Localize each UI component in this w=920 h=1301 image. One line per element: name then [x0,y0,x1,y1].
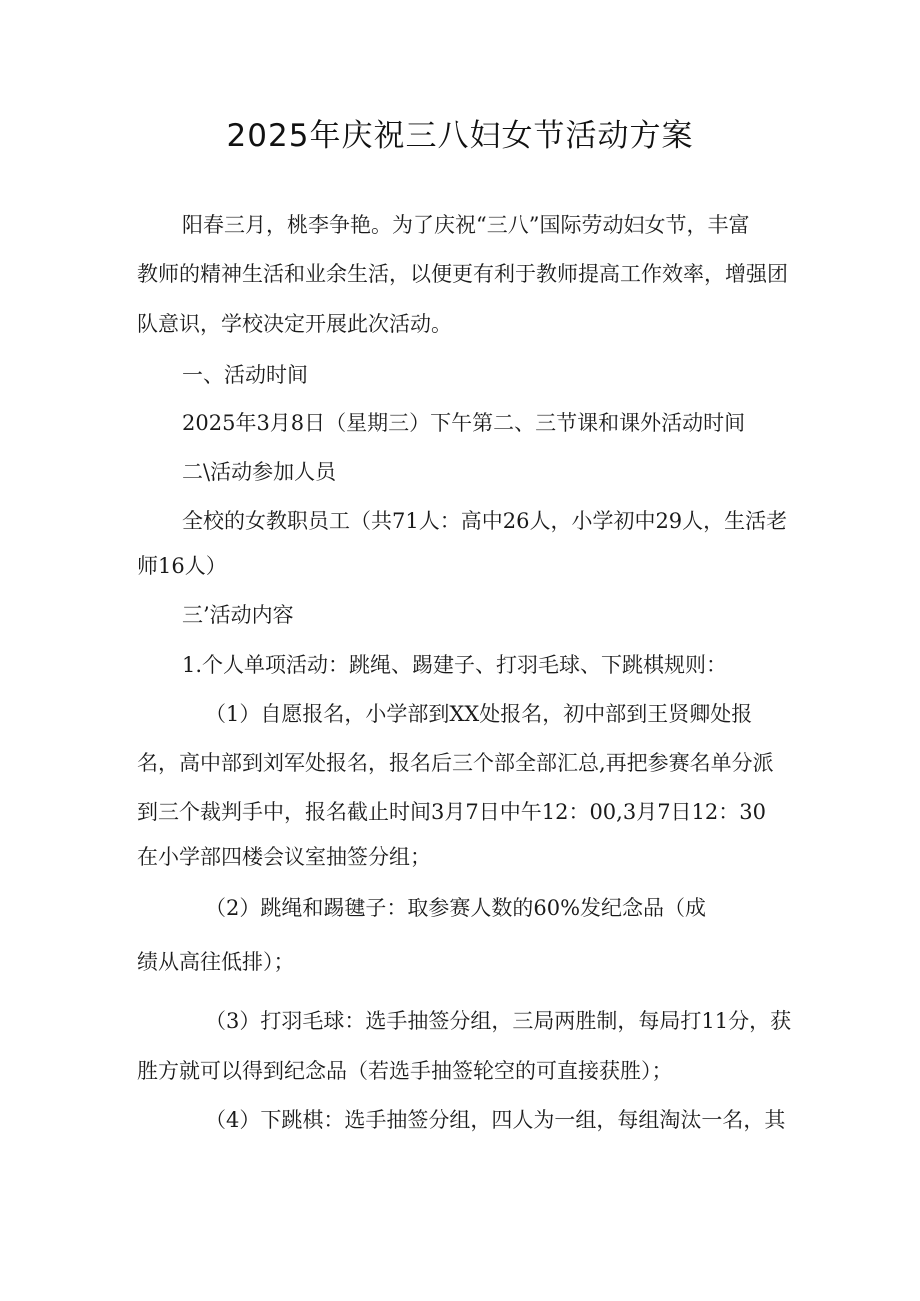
paragraph-line: （3）打羽毛球：选手抽签分组，三局两胜制，每局打11分，获 [205,1009,792,1033]
section-heading: 三’活动内容 [182,603,294,627]
paragraph-line: 胜方就可以得到纪念品（若选手抽签轮空的可直接获胜）； [137,1059,673,1083]
paragraph-line: 1.个人单项活动：跳绳、踢建子、打羽毛球、下跳棋规则： [182,653,728,677]
paragraph-line: 绩从高往低排）； [137,950,295,974]
document-title: 2025年庆祝三八妇女节活动方案 [226,118,694,154]
paragraph-line: 教师的精神生活和业余生活，以便更有利于教师提高工作效率，增强团 [137,262,788,286]
paragraph-line: 2025年3月8日（星期三）下午第二、三节课和课外活动时间 [182,411,746,435]
paragraph-line: 阳春三月，桃李争艳。为了庆祝“三八”国际劳动妇女节，丰富 [182,213,750,237]
paragraph-line: 队意识，学校决定开展此次活动。 [137,312,452,336]
paragraph-line: 全校的女教职员工（共71人：高中26人，小学初中29人，生活老 [182,509,788,533]
paragraph-line: （2）跳绳和踢毽子：取参赛人数的60%发纪念品（成 [205,896,707,920]
section-heading: 二\活动参加人员 [182,460,337,484]
paragraph-line: （4）下跳棋：选手抽签分组，四人为一组，每组淘汰一名，其 [205,1108,786,1132]
paragraph-line: 名，高中部到刘军处报名，报名后三个部全部汇总,再把参赛名单分派 [137,751,774,775]
paragraph-line: 到三个裁判手中，报名截止时间3月7日中午12：00,3月7日12：30 [137,800,767,824]
paragraph-line: 在小学部四楼会议室抽签分组； [137,845,431,869]
paragraph-line: （1）自愿报名，小学部到XX处报名，初中部到王贤卿处报 [205,702,753,726]
paragraph-line: 师16人） [137,554,227,578]
section-heading: 一、活动时间 [182,363,308,387]
